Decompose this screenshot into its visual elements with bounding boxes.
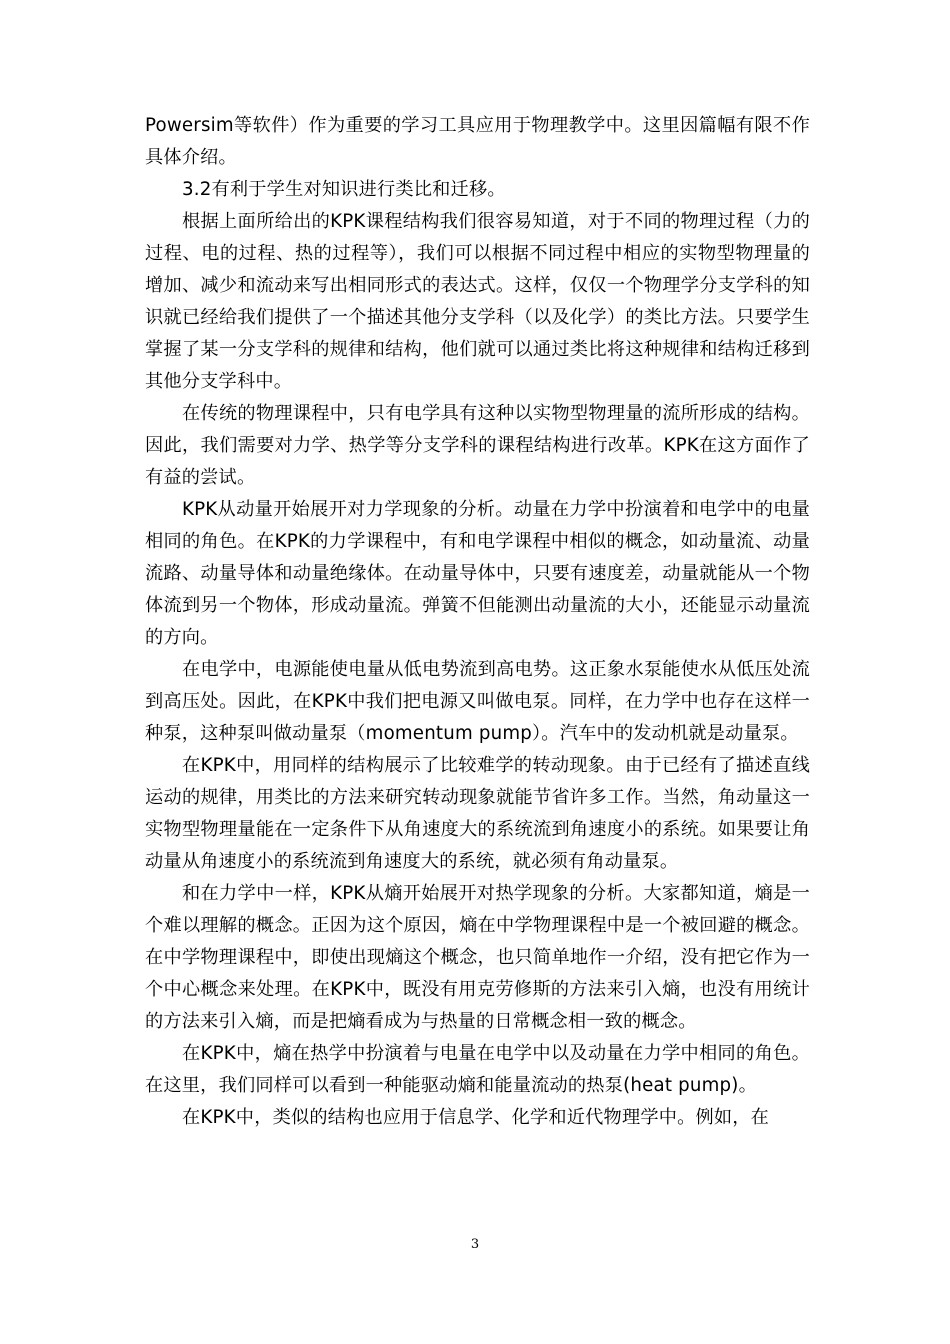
body-text	[145, 110, 810, 1134]
paragraph: KPK从动量开始展开对力学现象的分析。动量在力学中扮演着和电学中的电量相同的角色。在KPK的力学课程中，有和电学课程中相似的概念，如动量流、动量流路、动量导体和动量绝缘体。在动量导体中，只要有速度差，动量就能从一个物体流到另一个物体，形成动量流。弹簧不但能测出动量流的大小，还能显示动量流的方向。	[145, 499, 810, 648]
paragraph: 在KPK中，类似的结构也应用于信息学、化学和近代物理学中。例如，在	[182, 1107, 770, 1128]
paragraph: 和在力学中一样，KPK从熵开始展开对热学现象的分析。大家都知道，熵是一个难以理解的概念。正因为这个原因，熵在中学物理课程中是一个被回避的概念。在中学物理课程中，即使出现熵这个概念，也只简单地作一介绍，没有把它作为一个中心概念来处理。在KPK中，既没有用克劳修斯的方法来引入熵，也没有用统计的方法来引入熵，而是把熵看成为与热量的日常概念相一致的概念。	[145, 883, 810, 1032]
paragraph: 在KPK中，用同样的结构展示了比较难学的转动现象。由于已经有了描述直线运动的规律，用类比的方法来研究转动现象就能节省许多工作。当然，角动量这一实物型物理量能在一定条件下从角速度大的系统流到角速度小的系统。如果要让角动量从角速度小的系统流到角速度大的系统，就必须有角动量泵。	[145, 755, 810, 872]
page-number: 3	[470, 1237, 480, 1252]
paragraph: 根据上面所给出的KPK课程结构我们很容易知道，对于不同的物理过程（力的过程、电的过程、热的过程等），我们可以根据不同过程中相应的实物型物理量的增加、减少和流动来写出相同形式的表达式。这样，仅仅一个物理学分支学科的知识就已经给我们提供了一个描述其他分支学科（以及化学）的类比方法。只要学生掌握了某一分支学科的规律和结构，他们就可以通过类比将这种规律和结构迁移到其他分支学科中。	[145, 211, 810, 392]
paragraph: 在电学中，电源能使电量从低电势流到高电势。这正象水泵能使水从低压处流到高压处。因此，在KPK中我们把电源又叫做电泵。同样，在力学中也存在这样一种泵，这种泵叫做动量泵（momentum pump）。汽车中的发动机就是动量泵。	[145, 659, 810, 744]
section-heading: 3.2有利于学生对知识进行类比和迁移。	[182, 179, 506, 200]
paragraph: 在传统的物理课程中，只有电学具有这种以实物型物理量的流所形成的结构。因此，我们需要对力学、热学等分支学科的课程结构进行改革。KPK在这方面作了有益的尝试。	[145, 403, 810, 488]
paragraph-continuation: Powersim等软件）作为重要的学习工具应用于物理教学中。这里因篇幅有限不作具体介绍。	[145, 115, 810, 168]
paragraph: 在KPK中，熵在热学中扮演着与电量在电学中以及动量在力学中相同的角色。在这里，我们同样可以看到一种能驱动熵和能量流动的热泵(heat pump)。	[145, 1043, 810, 1096]
